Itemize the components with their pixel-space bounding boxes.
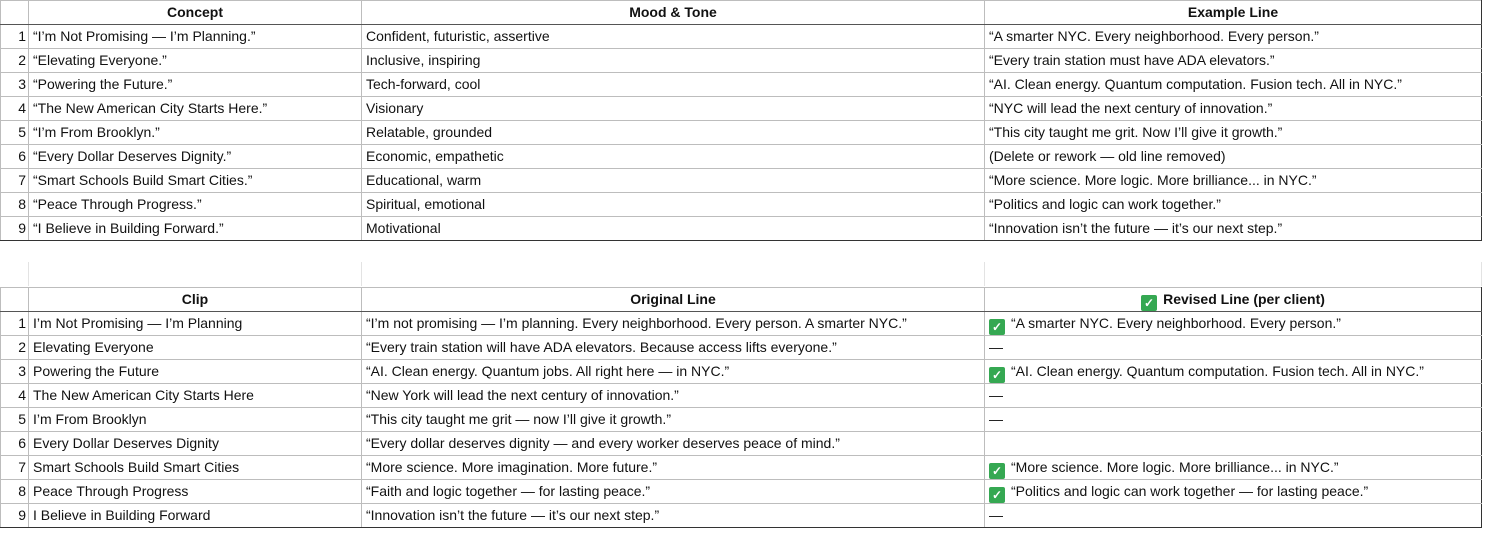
example-line-cell[interactable] bbox=[985, 121, 1482, 145]
row-number[interactable]: 2 bbox=[1, 49, 29, 73]
concept-cell[interactable]: “Every Dollar Deserves Dignity.” bbox=[29, 145, 362, 169]
mood-tone-cell[interactable]: Visionary bbox=[362, 97, 985, 121]
concept-table bbox=[0, 0, 1482, 241]
table-row bbox=[1, 384, 1482, 408]
original-line-cell[interactable]: “Innovation isn’t the future — it’s our next step.” bbox=[362, 504, 985, 528]
row-number[interactable]: 3 bbox=[1, 73, 29, 97]
revised-line-cell[interactable] bbox=[985, 456, 1482, 480]
revised-line-cell[interactable] bbox=[985, 312, 1482, 336]
example-line-cell[interactable] bbox=[985, 169, 1482, 193]
row-number[interactable]: 5 bbox=[1, 121, 29, 145]
clip-cell[interactable]: Smart Schools Build Smart Cities bbox=[29, 456, 362, 480]
table-row bbox=[1, 169, 1482, 193]
table-row bbox=[1, 504, 1482, 528]
concept-cell[interactable]: “I’m From Brooklyn.” bbox=[29, 121, 362, 145]
revised-line-cell[interactable] bbox=[985, 480, 1482, 504]
original-line-header[interactable]: Original Line bbox=[362, 288, 985, 312]
check-icon: ✓ bbox=[989, 487, 1005, 503]
concept-cell[interactable]: “I’m Not Promising — I’m Planning.” bbox=[29, 25, 362, 49]
example-line-cell[interactable] bbox=[985, 49, 1482, 73]
table-row bbox=[1, 121, 1482, 145]
example-line-cell-text: “AI. Clean energy. Quantum computation. Fusion tech. All in NYC.” bbox=[989, 76, 1402, 92]
original-line-cell[interactable]: “This city taught me grit — now I’ll give it growth.” bbox=[362, 408, 985, 432]
mood-tone-cell[interactable]: Spiritual, emotional bbox=[362, 193, 985, 217]
clip-cell[interactable]: Peace Through Progress bbox=[29, 480, 362, 504]
clip-header[interactable]: Clip bbox=[29, 288, 362, 312]
table-row bbox=[1, 432, 1482, 456]
mood-tone-cell[interactable]: Motivational bbox=[362, 217, 985, 241]
example-line-cell-text: “Innovation isn’t the future — it’s our next step.” bbox=[989, 220, 1283, 236]
table-row bbox=[1, 25, 1482, 49]
table-row bbox=[1, 480, 1482, 504]
clip-table bbox=[0, 287, 1482, 528]
row-number[interactable]: 4 bbox=[1, 97, 29, 121]
row-number[interactable]: 3 bbox=[1, 360, 29, 384]
row-number[interactable]: 7 bbox=[1, 456, 29, 480]
revised-line-header-label: Revised Line (per client) bbox=[1163, 291, 1325, 307]
spacer-rows bbox=[0, 240, 1491, 286]
revised-line-cell-text: — bbox=[989, 411, 1003, 427]
original-line-cell[interactable]: “New York will lead the next century of innovation.” bbox=[362, 384, 985, 408]
original-line-cell[interactable]: “More science. More imagination. More future.” bbox=[362, 456, 985, 480]
original-line-cell[interactable]: “Faith and logic together — for lasting peace.” bbox=[362, 480, 985, 504]
row-number[interactable]: 1 bbox=[1, 25, 29, 49]
clip-cell[interactable]: The New American City Starts Here bbox=[29, 384, 362, 408]
example-line-cell-text: “A smarter NYC. Every neighborhood. Every person.” bbox=[989, 28, 1319, 44]
row-number[interactable]: 9 bbox=[1, 217, 29, 241]
revised-line-cell-text: “AI. Clean energy. Quantum computation. Fusion tech. All in NYC.” bbox=[1011, 363, 1424, 379]
revised-line-cell[interactable] bbox=[985, 384, 1482, 408]
row-number[interactable]: 7 bbox=[1, 169, 29, 193]
example-line-cell[interactable] bbox=[985, 25, 1482, 49]
clip-cell[interactable]: I’m Not Promising — I’m Planning bbox=[29, 312, 362, 336]
row-number[interactable]: 1 bbox=[1, 312, 29, 336]
concept-cell[interactable]: “The New American City Starts Here.” bbox=[29, 97, 362, 121]
table-row bbox=[1, 408, 1482, 432]
revised-line-cell-text: “A smarter NYC. Every neighborhood. Every person.” bbox=[1011, 315, 1341, 331]
revised-line-cell[interactable] bbox=[985, 360, 1482, 384]
revised-line-cell-text: — bbox=[989, 387, 1003, 403]
concept-cell[interactable]: “Elevating Everyone.” bbox=[29, 49, 362, 73]
revised-line-cell[interactable] bbox=[985, 336, 1482, 360]
example-line-cell[interactable] bbox=[985, 193, 1482, 217]
revised-line-cell-text: “More science. More logic. More brilliance... in NYC.” bbox=[1011, 459, 1339, 475]
example-line-cell-text: “Politics and logic can work together.” bbox=[989, 196, 1221, 212]
original-line-cell[interactable]: “I’m not promising — I’m planning. Every neighborhood. Every person. A smarter NYC.” bbox=[362, 312, 985, 336]
clip-cell[interactable]: Powering the Future bbox=[29, 360, 362, 384]
example-line-cell-text: (Delete or rework — old line removed) bbox=[989, 148, 1226, 164]
table-row bbox=[1, 73, 1482, 97]
concept-cell[interactable]: “Powering the Future.” bbox=[29, 73, 362, 97]
clip-cell[interactable]: Every Dollar Deserves Dignity bbox=[29, 432, 362, 456]
mood-tone-cell[interactable]: Tech-forward, cool bbox=[362, 73, 985, 97]
original-line-cell[interactable]: “AI. Clean energy. Quantum jobs. All right here — in NYC.” bbox=[362, 360, 985, 384]
table-row bbox=[1, 145, 1482, 169]
row-number[interactable]: 4 bbox=[1, 384, 29, 408]
clip-cell[interactable]: I’m From Brooklyn bbox=[29, 408, 362, 432]
example-line-cell[interactable] bbox=[985, 97, 1482, 121]
row-number-header bbox=[1, 288, 29, 312]
check-icon: ✓ bbox=[989, 367, 1005, 383]
mood-tone-cell[interactable]: Educational, warm bbox=[362, 169, 985, 193]
original-line-cell[interactable]: “Every train station will have ADA elevators. Because access lifts everyone.” bbox=[362, 336, 985, 360]
row-number-header bbox=[1, 1, 29, 25]
example-line-header[interactable]: Example Line bbox=[985, 1, 1482, 25]
row-number[interactable]: 9 bbox=[1, 504, 29, 528]
check-icon: ✓ bbox=[989, 319, 1005, 335]
example-line-cell[interactable] bbox=[985, 217, 1482, 241]
mood-tone-cell[interactable]: Relatable, grounded bbox=[362, 121, 985, 145]
example-line-cell-text: “This city taught me grit. Now I’ll give it growth.” bbox=[989, 124, 1283, 140]
row-number[interactable]: 6 bbox=[1, 145, 29, 169]
mood-tone-cell[interactable]: Economic, empathetic bbox=[362, 145, 985, 169]
row-number[interactable]: 2 bbox=[1, 336, 29, 360]
row-number[interactable]: 5 bbox=[1, 408, 29, 432]
example-line-cell-text: “NYC will lead the next century of innovation.” bbox=[989, 100, 1273, 116]
table-row bbox=[1, 312, 1482, 336]
revised-line-cell-text: “Politics and logic can work together — for lasting peace.” bbox=[1011, 483, 1369, 499]
row-number[interactable]: 8 bbox=[1, 193, 29, 217]
example-line-cell-text: “More science. More logic. More brilliance... in NYC.” bbox=[989, 172, 1317, 188]
table-row bbox=[1, 193, 1482, 217]
revised-line-cell[interactable] bbox=[985, 408, 1482, 432]
table-row bbox=[1, 336, 1482, 360]
example-line-cell[interactable] bbox=[985, 73, 1482, 97]
original-line-cell[interactable]: “Every dollar deserves dignity — and every worker deserves peace of mind.” bbox=[362, 432, 985, 456]
example-line-cell[interactable] bbox=[985, 145, 1482, 169]
row-number[interactable]: 8 bbox=[1, 480, 29, 504]
clip-cell[interactable]: Elevating Everyone bbox=[29, 336, 362, 360]
table-row bbox=[1, 97, 1482, 121]
check-icon: ✓ bbox=[1141, 295, 1157, 311]
table-row bbox=[1, 456, 1482, 480]
table-row bbox=[1, 360, 1482, 384]
clip-cell[interactable]: I Believe in Building Forward bbox=[29, 504, 362, 528]
header-row bbox=[1, 1, 1482, 25]
mood-tone-cell[interactable]: Confident, futuristic, assertive bbox=[362, 25, 985, 49]
table-row bbox=[1, 49, 1482, 73]
row-number[interactable]: 6 bbox=[1, 432, 29, 456]
table-row bbox=[1, 217, 1482, 241]
check-icon: ✓ bbox=[989, 463, 1005, 479]
revised-line-cell[interactable] bbox=[985, 432, 1482, 456]
mood-tone-cell[interactable]: Inclusive, inspiring bbox=[362, 49, 985, 73]
revised-line-cell-text: — bbox=[989, 339, 1003, 355]
example-line-cell-text: “Every train station must have ADA elevators.” bbox=[989, 52, 1275, 68]
concept-cell[interactable]: “Peace Through Progress.” bbox=[29, 193, 362, 217]
concept-header[interactable]: Concept bbox=[29, 1, 362, 25]
revised-line-header[interactable] bbox=[985, 288, 1482, 312]
concept-cell[interactable]: “Smart Schools Build Smart Cities.” bbox=[29, 169, 362, 193]
revised-line-cell-text: — bbox=[989, 507, 1003, 523]
mood-tone-header[interactable]: Mood & Tone bbox=[362, 1, 985, 25]
revised-line-cell[interactable] bbox=[985, 504, 1482, 528]
concept-cell[interactable]: “I Believe in Building Forward.” bbox=[29, 217, 362, 241]
header-row bbox=[1, 288, 1482, 312]
